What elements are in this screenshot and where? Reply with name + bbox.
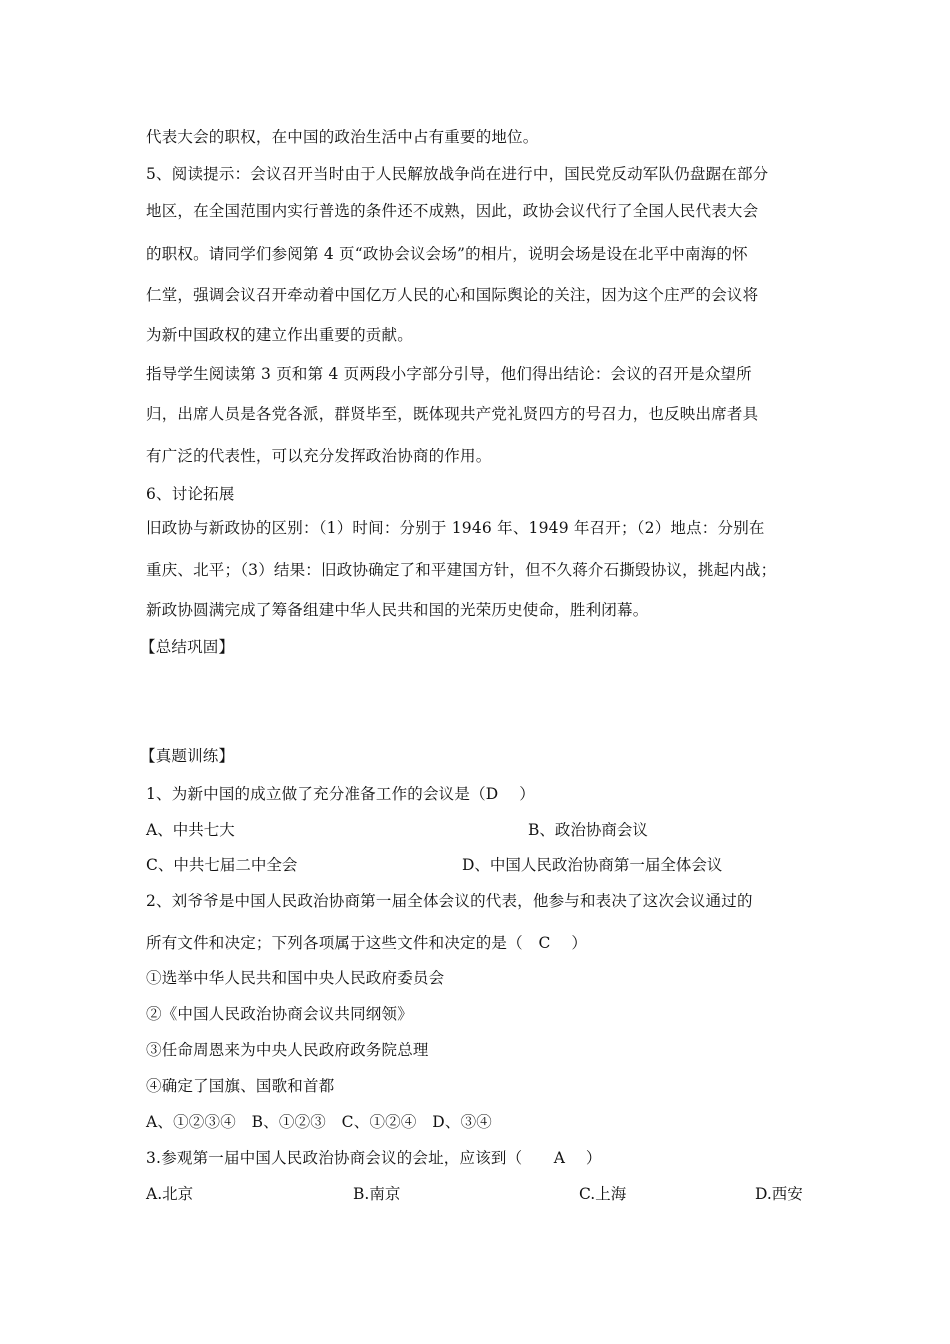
q2-item-3: ③任命周恩来为中央人民政府政务院总理 (146, 1041, 429, 1059)
q1-option-c: C、中共七届二中全会 (146, 856, 298, 874)
q1-option-b: B、政治协商会议 (528, 821, 648, 839)
guidance-line: 指导学生阅读第 3 页和第 4 页两段小字部分引导，他们得出结论：会议的召开是众望所 (146, 365, 752, 383)
reading-tip-line: 5、阅读提示：会议召开当时由于人民解放战争尚在进行中，国民党反动军队仍盘踞在部分 (146, 165, 769, 183)
text-line: 仁堂，强调会议召开牵动着中国亿万人民的心和国际舆论的关注，因为这个庄严的会议将 (146, 286, 759, 304)
question-2-line-2: 所有文件和决定；下列各项属于这些文件和决定的是（ C ） (146, 934, 588, 952)
q3-option-d: D.西安 (755, 1185, 803, 1203)
text-line: 新政协圆满完成了筹备组建中华人民共和国的光荣历史使命，胜利闭幕。 (146, 601, 649, 619)
question-1: 1、为新中国的成立做了充分准备工作的会议是（D ） (146, 785, 535, 803)
text-line: 代表大会的职权，在中国的政治生活中占有重要的地位。 (146, 128, 539, 146)
text-line: 地区，在全国范围内实行普选的条件还不成熟，因此，政协会议代行了全国人民代表大会 (146, 202, 759, 220)
q3-option-c: C.上海 (579, 1185, 627, 1203)
question-3: 3.参观第一届中国人民政治协商会议的会址，应该到（ A ） (146, 1149, 602, 1167)
discussion-heading: 6、讨论拓展 (146, 485, 235, 503)
text-line: 归，出席人员是各党各派，群贤毕至，既体现共产党礼贤四方的号召力，也反映出席者具 (146, 405, 759, 423)
q3-option-b: B.南京 (353, 1185, 401, 1203)
text-line: 有广泛的代表性，可以充分发挥政治协商的作用。 (146, 447, 492, 465)
text-line: 旧政协与新政协的区别：（1）时间：分别于 1946 年、1949 年召开；（2）地点：分别在 (146, 519, 765, 537)
practice-heading: 【真题训练】 (140, 747, 235, 765)
text-line: 重庆、北平；（3）结果：旧政协确定了和平建国方针，但不久蒋介石撕毁协议，挑起内战； (146, 561, 777, 579)
q3-option-a: A.北京 (146, 1185, 194, 1203)
text-line: 为新中国政权的建立作出重要的贡献。 (146, 326, 413, 344)
summary-heading: 【总结巩固】 (140, 638, 235, 656)
q2-options: A、①②③④ B、①②③ C、①②④ D、③④ (146, 1113, 492, 1131)
q2-item-2: ②《中国人民政治协商会议共同纲领》 (146, 1005, 413, 1023)
q1-option-a: A、中共七大 (146, 821, 235, 839)
q1-option-d: D、中国人民政治协商第一届全体会议 (462, 856, 723, 874)
q2-item-1: ①选举中华人民共和国中央人民政府委员会 (146, 969, 445, 987)
question-2-line-1: 2、刘爷爷是中国人民政治协商第一届全体会议的代表，他参与和表决了这次会议通过的 (146, 892, 753, 910)
text-line: 的职权。请同学们参阅第 4 页“政协会议会场”的相片，说明会场是设在北平中南海的怀 (146, 245, 748, 263)
q2-item-4: ④确定了国旗、国歌和首都 (146, 1077, 335, 1095)
